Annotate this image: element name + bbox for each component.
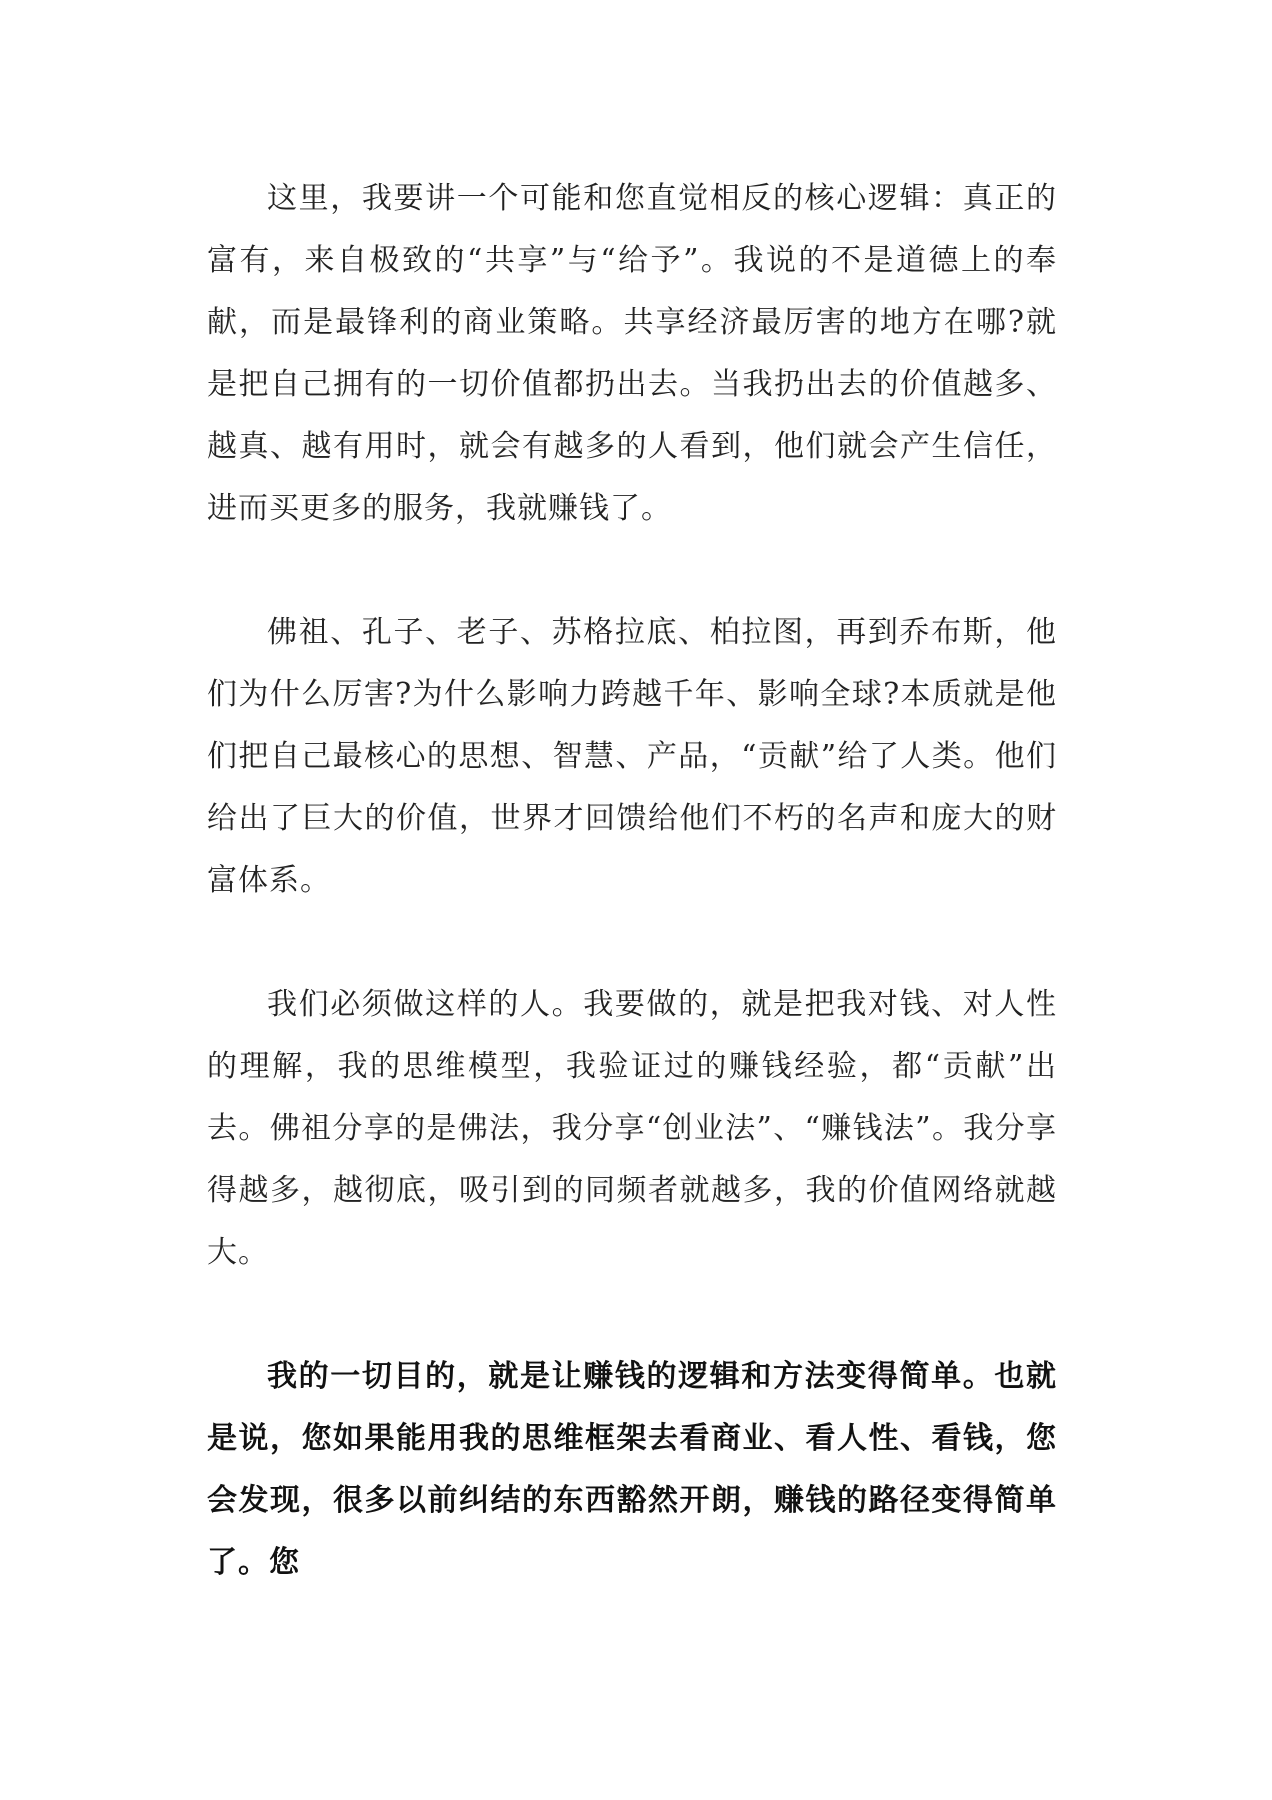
paragraph-sharing-logic: 这里，我要讲一个可能和您直觉相反的核心逻辑：真正的富有，来自极致的“共享”与“给予”。我说的不是道德上的奉献，而是最锋利的商业策略。共享经济最厉害的地方在哪?就是把自己拥有的一切价值都扔出去。当我扔出去的价值越多、越真、越有用时，就会有越多的人看到，他们就会产生信任，进而买更多的服务，我就赚钱了。 <box>207 181 1057 526</box>
paragraph-purpose: 我的一切目的，就是让赚钱的逻辑和方法变得简单。也就是说，您如果能用我的思维框架去看商业、看人性、看钱，您会发现，很多以前纠结的东西豁然开朗，赚钱的路径变得简单了。您 <box>207 1359 1057 1580</box>
document-body <box>207 168 1057 1594</box>
paragraph-contribution: 我们必须做这样的人。我要做的，就是把我对钱、对人性的理解，我的思维模型，我验证过的赚钱经验，都“贡献”出去。佛祖分享的是佛法，我分享“创业法”、“赚钱法”。我分享得越多，越彻底，吸引到的同频者就越多，我的价值网络就越大。 <box>207 987 1057 1270</box>
paragraph-great-figures: 佛祖、孔子、老子、苏格拉底、柏拉图，再到乔布斯，他们为什么厉害?为什么影响力跨越千年、影响全球?本质就是他们把自己最核心的思想、智慧、产品，“贡献”给了人类。他们给出了巨大的价值，世界才回馈给他们不朽的名声和庞大的财富体系。 <box>207 615 1057 898</box>
